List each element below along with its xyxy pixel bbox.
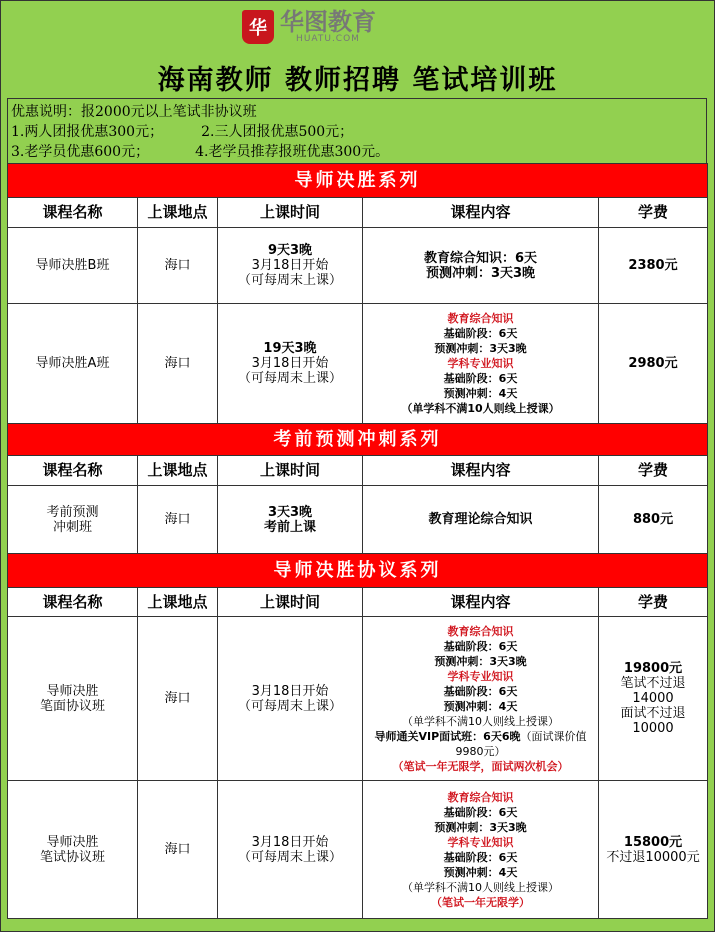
- course-fee: 880元: [599, 486, 708, 554]
- fee-line: 面试不过退: [620, 706, 686, 721]
- header-fee: 学费: [599, 456, 708, 486]
- discount-info: [7, 98, 707, 163]
- time-line: （可每周末上课）: [237, 371, 342, 386]
- header-content: 课程内容: [363, 198, 599, 228]
- course-fee: [599, 781, 708, 919]
- fee-line: 14000: [632, 691, 674, 706]
- course-place: 海口: [138, 781, 218, 919]
- header-place: 上课地点: [138, 198, 218, 228]
- header-name: 课程名称: [8, 588, 138, 617]
- content-line: （单学科不满10人则线上授课）: [402, 880, 559, 894]
- fee-line: 笔试不过退: [620, 676, 686, 691]
- content-line: 基础阶段：6天: [443, 639, 518, 653]
- content-line: 学科专业知识: [447, 357, 514, 370]
- content-line: 预测冲刺：4天: [443, 865, 518, 879]
- course-fee: 2980元: [599, 304, 708, 424]
- content-line: 预测冲刺：3天3晚: [434, 342, 527, 355]
- course-content: [363, 228, 599, 304]
- course-name: 导师决胜B班: [8, 228, 138, 304]
- course-table: [7, 163, 708, 919]
- course-content: [363, 617, 599, 781]
- time-line: 3月18日开始: [251, 258, 329, 273]
- time-line: 3天3晚: [267, 504, 313, 520]
- time-line: 19天3晚: [263, 341, 317, 356]
- header-time: 上课时间: [218, 588, 363, 617]
- course-fee: [599, 617, 708, 781]
- header-name: 课程名称: [8, 198, 138, 228]
- course-place: 海口: [138, 486, 218, 554]
- header-place: 上课地点: [138, 588, 218, 617]
- header-time: 上课时间: [218, 198, 363, 228]
- content-line: 预测冲刺：4天: [443, 387, 518, 400]
- course-place: 海口: [138, 617, 218, 781]
- bottom-strip: [7, 918, 707, 932]
- table-row: [8, 781, 708, 919]
- header-content: 课程内容: [363, 456, 599, 486]
- course-place: 海口: [138, 228, 218, 304]
- content-line: （面试课价值9980元）: [455, 729, 587, 758]
- content-line: 基础阶段：6天: [443, 327, 518, 340]
- name-line: 笔试协议班: [39, 849, 105, 865]
- course-time: [218, 486, 363, 554]
- discount-item: 1.两人团报优惠300元；: [11, 124, 164, 140]
- course-content: [363, 304, 599, 424]
- content-line: （笔试一年无限学）: [431, 895, 530, 909]
- course-time: [218, 228, 363, 304]
- table-row: [8, 228, 708, 304]
- page-title: 海南教师 教师招聘 笔试培训班: [157, 65, 558, 96]
- course-name: [8, 486, 138, 554]
- discount-line: 优惠说明：报2000元以上笔试非协议班: [11, 104, 257, 120]
- content-line: 预测冲刺：3天3晚: [425, 265, 536, 281]
- logo-domain: HUATU.COM: [296, 34, 360, 44]
- content-line: 预测冲刺：3天3晚: [434, 820, 527, 834]
- course-place: 海口: [138, 304, 218, 424]
- header-place: 上课地点: [138, 456, 218, 486]
- time-line: 9天3晚: [267, 243, 313, 258]
- content-line: 学科专业知识: [447, 835, 514, 849]
- content-line: 学科专业知识: [447, 669, 514, 683]
- table-header: [8, 588, 708, 617]
- course-fee: 2380元: [599, 228, 708, 304]
- course-time: [218, 617, 363, 781]
- header-fee: 学费: [599, 198, 708, 228]
- time-line: 3月18日开始: [251, 834, 329, 850]
- content-line: 基础阶段：6天: [443, 850, 518, 864]
- logo-icon: 华: [242, 10, 274, 44]
- content-line: 导师通关VIP面试班：6天6晚: [374, 729, 521, 743]
- discount-item: 4.老学员推荐报班优惠300元。: [195, 144, 390, 160]
- content-line: （单学科不满10人则线上授课）: [402, 714, 559, 728]
- course-name: 导师决胜A班: [8, 304, 138, 424]
- content-line: （单学科不满10人则线上授课）: [401, 402, 560, 415]
- content-line: 教育综合知识: [447, 624, 514, 638]
- name-line: 笔面协议班: [39, 698, 105, 714]
- content-line: 预测冲刺：4天: [443, 699, 518, 713]
- time-line: 3月18日开始: [251, 683, 329, 699]
- course-name: [8, 617, 138, 781]
- fee-line: 10000: [632, 721, 674, 736]
- time-line: 考前上课: [263, 519, 316, 535]
- name-line: 考前预测: [46, 504, 99, 520]
- course-name: [8, 781, 138, 919]
- name-line: 冲刺班: [52, 519, 92, 535]
- course-time: [218, 304, 363, 424]
- time-line: （可每周末上课）: [237, 273, 342, 288]
- fee-line: 不过退10000元: [606, 849, 700, 865]
- content-line: 基础阶段：6天: [443, 805, 518, 819]
- huatu-logo: [242, 10, 376, 44]
- discount-item: 2.三人团报优惠500元；: [201, 124, 354, 140]
- name-line: 导师决胜: [46, 834, 99, 850]
- content-line: （笔试一年无限学，面试两次机会）: [392, 759, 569, 773]
- content-line: 预测冲刺：3天3晚: [434, 654, 527, 668]
- content-line: 基础阶段：6天: [443, 684, 518, 698]
- content-line: 教育综合知识: [447, 312, 514, 325]
- time-line: 3月18日开始: [251, 356, 329, 371]
- content-line: 教育综合知识：6天: [423, 250, 538, 266]
- table-row: [8, 617, 708, 781]
- time-line: （可每周末上课）: [237, 849, 342, 865]
- header-fee: 学费: [599, 588, 708, 617]
- fee-line: 15800元: [623, 834, 683, 850]
- logo-name: 华图教育: [280, 8, 376, 36]
- header-name: 课程名称: [8, 456, 138, 486]
- course-time: [218, 781, 363, 919]
- name-line: 导师决胜: [46, 683, 99, 699]
- header-content: 课程内容: [363, 588, 599, 617]
- course-content: 教育理论综合知识: [363, 486, 599, 554]
- section-title: 导师决胜协议系列: [8, 554, 708, 588]
- section-title: 考前预测冲刺系列: [8, 424, 708, 456]
- table-row: [8, 486, 708, 554]
- section-title: 导师决胜系列: [8, 164, 708, 198]
- table-header: [8, 198, 708, 228]
- table-row: [8, 304, 708, 424]
- table-header: [8, 456, 708, 486]
- time-line: （可每周末上课）: [237, 698, 342, 714]
- fee-line: 19800元: [623, 661, 683, 676]
- content-line: 基础阶段：6天: [443, 372, 518, 385]
- discount-item: 3.老学员优惠600元；: [11, 144, 150, 160]
- header-time: 上课时间: [218, 456, 363, 486]
- course-content: [363, 781, 599, 919]
- content-line: 教育综合知识: [447, 790, 514, 804]
